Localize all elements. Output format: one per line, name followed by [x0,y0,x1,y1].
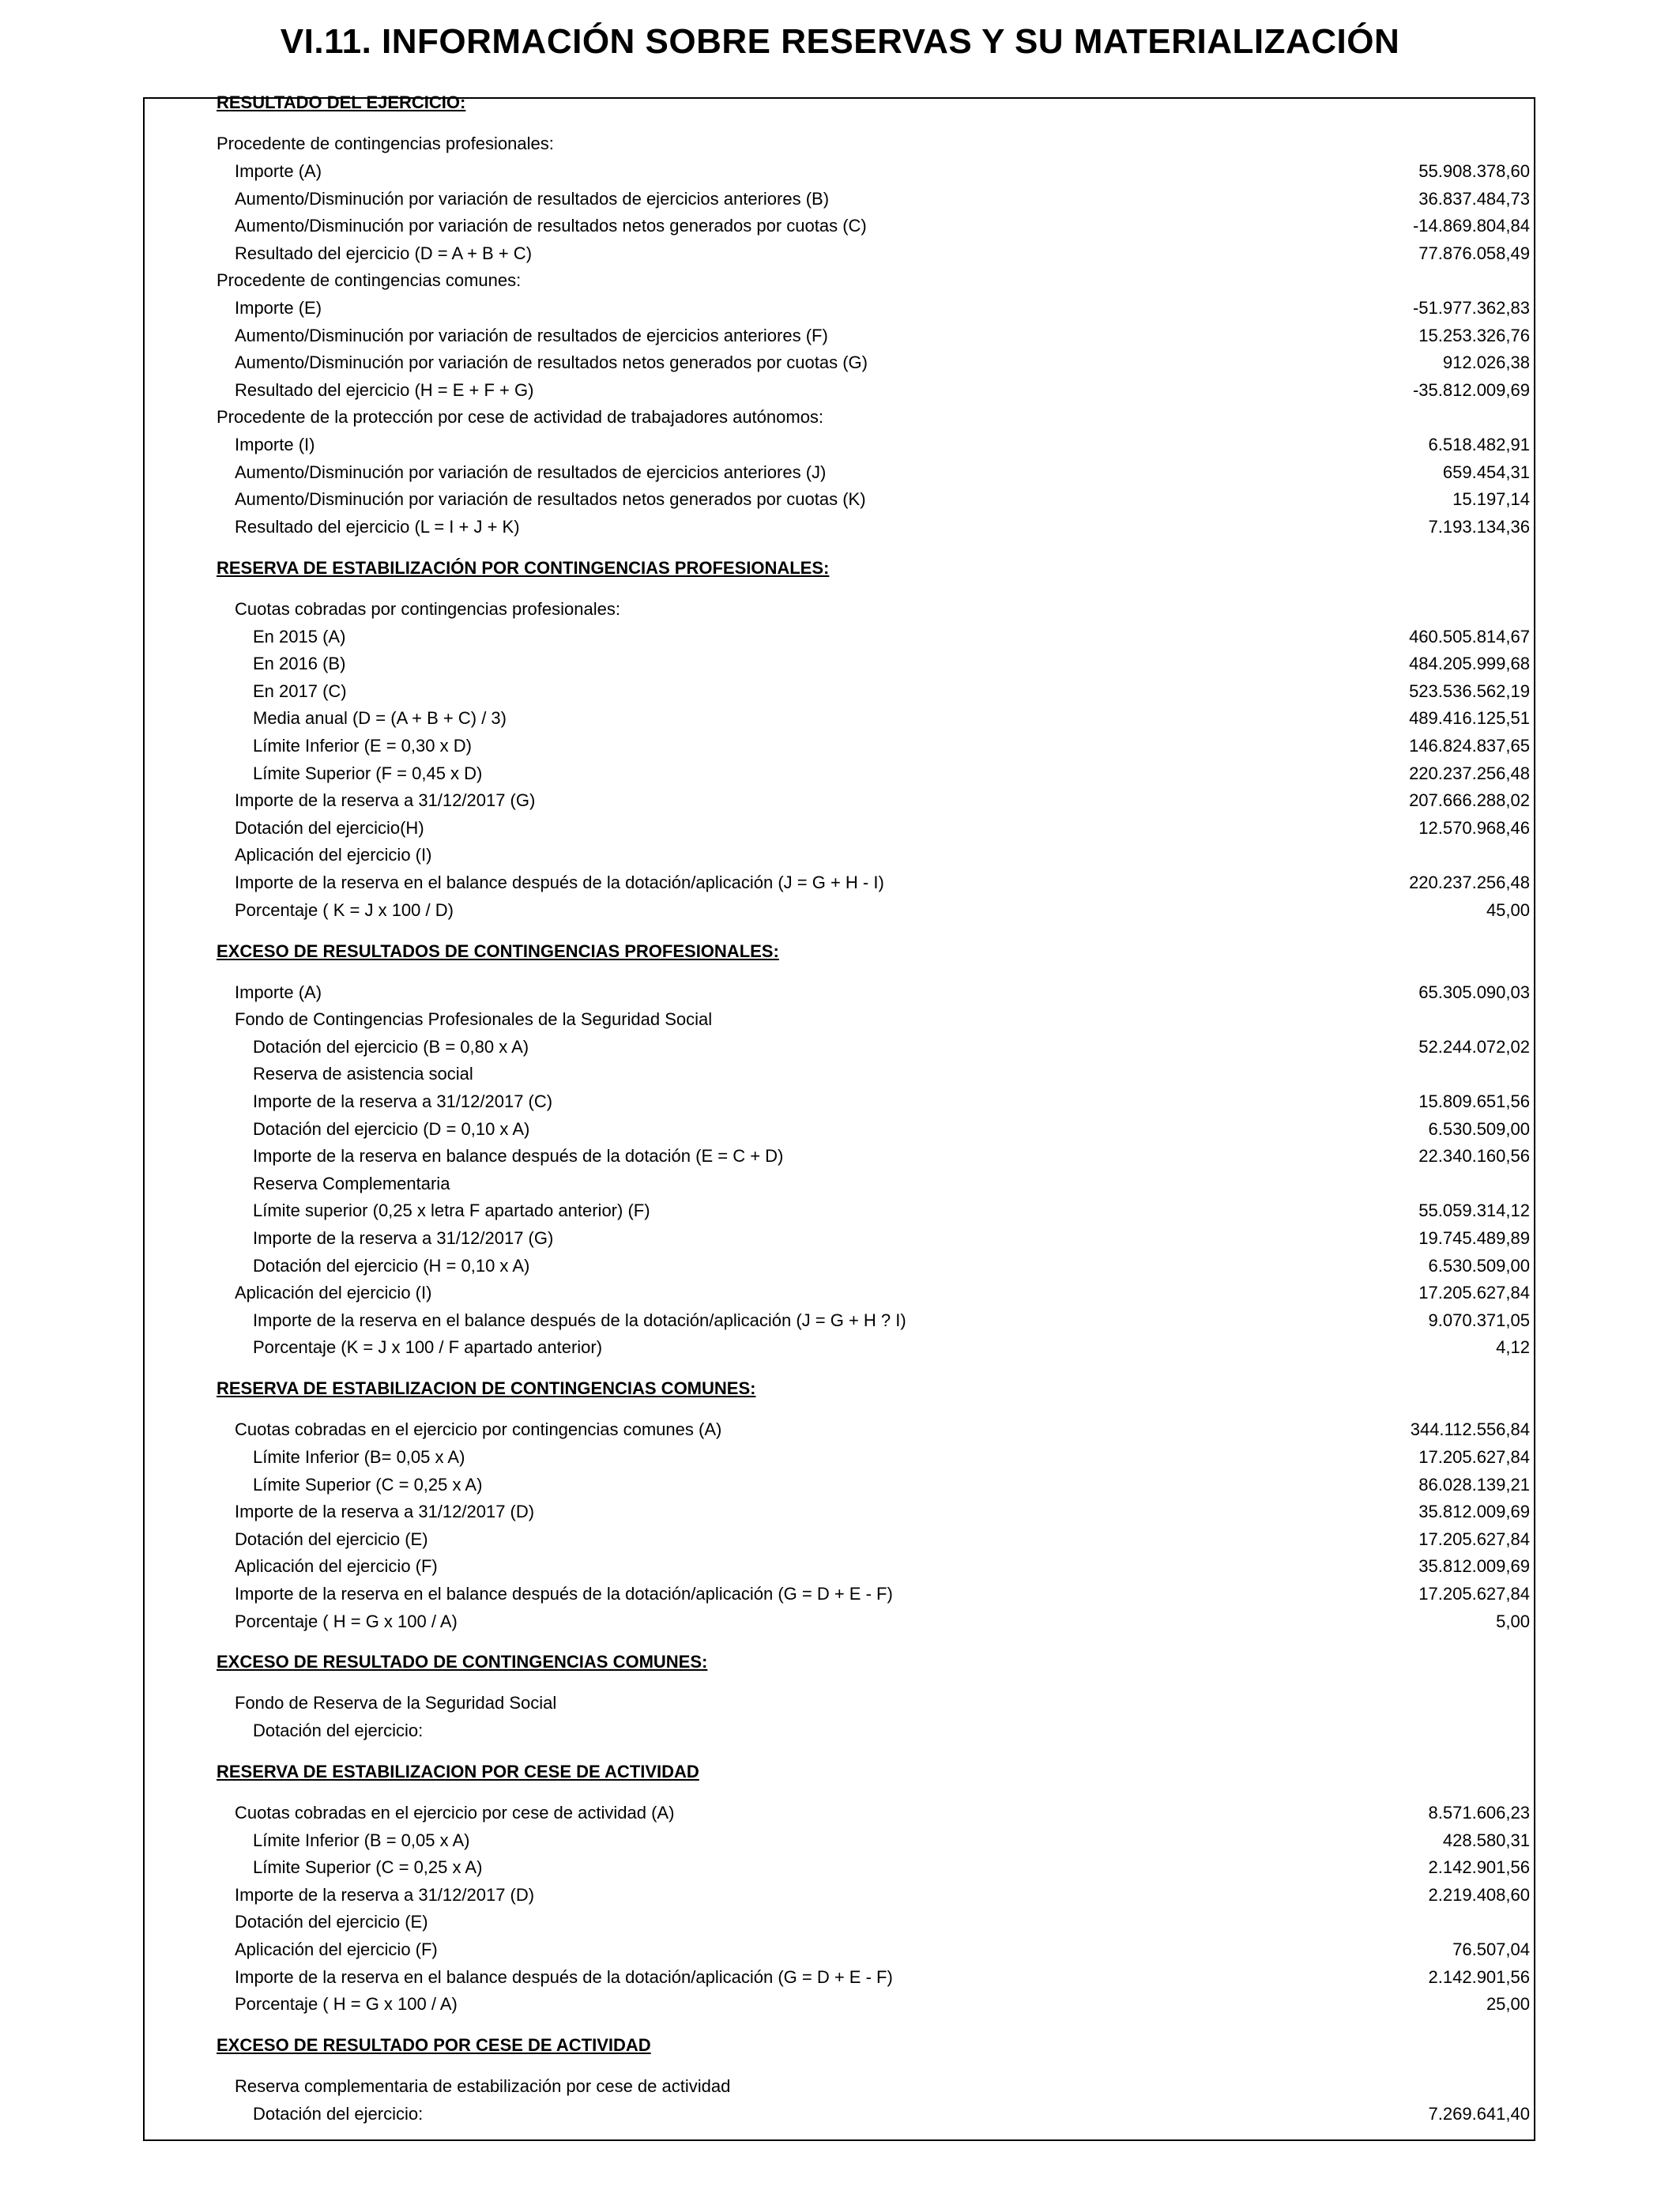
row-value: 22.340.160,56 [1418,1146,1530,1166]
row-label: Porcentaje ( H = G x 100 / A) [235,1612,458,1631]
row-label: Porcentaje (K = J x 100 / F apartado anterior) [253,1337,603,1357]
table-row [0,733,1680,760]
row-label: Reserva de asistencia social [253,1064,473,1084]
section-heading: RESERVA DE ESTABILIZACION DE CONTINGENCIAS COMUNES: [217,1378,756,1398]
row-label: Límite Superior (C = 0,25 x A) [253,1857,483,1877]
section-heading: RESULTADO DEL EJERCICIO: [217,92,466,112]
row-value: 2.219.408,60 [1428,1885,1530,1905]
row-label: Aplicación del ejercicio (F) [235,1940,438,1959]
row-label: Aumento/Disminución por variación de resultados netos generados por cuotas (C) [235,216,867,236]
section-heading-row [0,938,1680,965]
table-row [0,1280,1680,1306]
row-value: 344.112.556,84 [1410,1419,1530,1439]
table-row [0,2073,1680,2100]
row-label: Importe (E) [235,298,322,318]
table-row [0,1472,1680,1498]
section-heading: EXCESO DE RESULTADOS DE CONTINGENCIAS PROFESIONALES: [217,941,779,961]
row-value: 77.876.058,49 [1418,243,1530,263]
row-value: 207.666.288,02 [1409,790,1530,810]
row-value: 55.908.378,60 [1418,161,1530,181]
table-row [0,787,1680,814]
row-value: 7.193.134,36 [1428,517,1530,537]
row-label: Aplicación del ejercicio (I) [235,1283,432,1302]
table-row [0,596,1680,623]
row-label: En 2016 (B) [253,654,346,673]
table-row [0,1717,1680,1744]
table-row [0,1006,1680,1033]
row-label: Dotación del ejercicio: [253,1721,424,1740]
row-label: Reserva Complementaria [253,1174,450,1193]
row-value: 76.507,04 [1452,1940,1530,1959]
table-row [0,1253,1680,1280]
row-label: Resultado del ejercicio (L = I + J + K) [235,517,520,537]
row-value: 2.142.901,56 [1428,1857,1530,1877]
table-row [0,1526,1680,1553]
table-row [0,869,1680,896]
table-row [0,486,1680,513]
row-label: Aumento/Disminución por variación de resultados de ejercicios anteriores (J) [235,462,827,482]
row-value: 523.536.562,19 [1409,681,1530,701]
table-row [0,678,1680,705]
row-label: Importe de la reserva a 31/12/2017 (D) [235,1885,535,1905]
row-label: Aumento/Disminución por variación de resultados netos generados por cuotas (G) [235,352,868,372]
table-row [0,1854,1680,1881]
table-row [0,1882,1680,1909]
page-title: VI.11. INFORMACIÓN SOBRE RESERVAS Y SU MATERIALIZACIÓN [280,22,1400,61]
table-row [0,624,1680,650]
row-label: Dotación del ejercicio (D = 0,10 x A) [253,1119,530,1139]
table-row [0,705,1680,732]
row-label: Cuotas cobradas por contingencias profesionales: [235,599,620,619]
row-value: 52.244.072,02 [1418,1037,1530,1057]
row-value: -51.977.362,83 [1412,298,1530,318]
row-label: Importe de la reserva en balance después de la dotación (E = C + D) [253,1146,784,1166]
table-row [0,815,1680,842]
table-row [0,1307,1680,1334]
row-label: Importe (A) [235,982,322,1002]
table-row [0,459,1680,486]
table-row [0,650,1680,677]
table-row [0,1061,1680,1088]
table-row [0,1416,1680,1443]
table-row [0,2101,1680,2128]
row-label: Porcentaje ( K = J x 100 / D) [235,900,454,920]
row-value: 15.253.326,76 [1418,326,1530,345]
row-label: Dotación del ejercicio (E) [235,1912,428,1932]
row-label: Límite Inferior (E = 0,30 x D) [253,736,472,756]
row-value: 17.205.627,84 [1418,1447,1530,1467]
row-label: Importe de la reserva en el balance después de la dotación/aplicación (J = G + H ? I) [253,1310,906,1330]
section-heading-row [0,555,1680,582]
row-label: Aumento/Disminución por variación de resultados netos generados por cuotas (K) [235,489,866,509]
row-value: 428.580,31 [1442,1830,1530,1850]
row-value: 460.505.814,67 [1409,627,1530,647]
table-row [0,377,1680,404]
table-row [0,240,1680,267]
row-label: Aumento/Disminución por variación de resultados de ejercicios anteriores (B) [235,189,830,209]
table-row [0,1225,1680,1252]
table-row [0,1334,1680,1361]
row-value: 86.028.139,21 [1418,1475,1530,1495]
row-value: 4,12 [1496,1337,1530,1357]
table-row [0,1909,1680,1936]
row-label: Importe de la reserva en el balance después de la dotación/aplicación (G = D + E - F) [235,1584,893,1604]
table-row [0,130,1680,157]
row-value: 15.197,14 [1452,489,1530,509]
row-value: 2.142.901,56 [1428,1967,1530,1987]
table-row [0,1444,1680,1471]
row-label: Importe de la reserva en el balance después de la dotación/aplicación (J = G + H - I) [235,873,884,892]
table-row [0,404,1680,431]
section-heading: EXCESO DE RESULTADO POR CESE DE ACTIVIDAD [217,2035,651,2055]
row-value: 146.824.837,65 [1409,736,1530,756]
row-value: 35.812.009,69 [1418,1502,1530,1521]
table-row [0,979,1680,1006]
row-label: Importe (I) [235,435,315,454]
table-row [0,1197,1680,1224]
table-row [0,514,1680,541]
row-label: Procedente de contingencias profesionales: [217,134,554,153]
row-value: 484.205.999,68 [1409,654,1530,673]
row-label: Dotación del ejercicio(H) [235,818,424,838]
table-row [0,1553,1680,1580]
row-value: 912.026,38 [1442,352,1530,372]
row-label: Porcentaje ( H = G x 100 / A) [235,1994,458,2014]
row-value: 17.205.627,84 [1418,1529,1530,1549]
row-value: 6.518.482,91 [1428,435,1530,454]
section-heading: EXCESO DE RESULTADO DE CONTINGENCIAS COMUNES: [217,1652,708,1672]
row-value: 489.416.125,51 [1409,708,1530,728]
table-row [0,1034,1680,1061]
row-value: 65.305.090,03 [1418,982,1530,1002]
row-label: Aplicación del ejercicio (I) [235,845,432,865]
row-label: Resultado del ejercicio (D = A + B + C) [235,243,533,263]
row-label: Fondo de Contingencias Profesionales de la Seguridad Social [235,1009,713,1029]
row-label: Dotación del ejercicio (E) [235,1529,428,1549]
row-value: 55.059.314,12 [1418,1201,1530,1220]
table-row [0,760,1680,787]
table-row [0,842,1680,869]
table-row [0,1827,1680,1854]
row-label: Importe de la reserva a 31/12/2017 (G) [235,790,536,810]
row-label: Límite Superior (C = 0,25 x A) [253,1475,483,1495]
row-label: Importe (A) [235,161,322,181]
row-label: Reserva complementaria de estabilización por cese de actividad [235,2076,731,2096]
table-row [0,897,1680,924]
row-value: -35.812.009,69 [1412,380,1530,400]
row-label: Aplicación del ejercicio (F) [235,1556,438,1576]
row-label: Límite Superior (F = 0,45 x D) [253,763,483,783]
row-value: 8.571.606,23 [1428,1803,1530,1823]
table-row [0,1690,1680,1717]
row-label: Fondo de Reserva de la Seguridad Social [235,1693,557,1713]
row-label: Importe de la reserva a 31/12/2017 (C) [253,1091,553,1111]
row-label: Importe de la reserva a 31/12/2017 (G) [253,1228,554,1248]
row-value: 6.530.509,00 [1428,1256,1530,1276]
row-value: 5,00 [1496,1612,1530,1631]
row-label: Dotación del ejercicio (H = 0,10 x A) [253,1256,530,1276]
row-value: 6.530.509,00 [1428,1119,1530,1139]
row-label: Resultado del ejercicio (H = E + F + G) [235,380,534,400]
row-value: 9.070.371,05 [1428,1310,1530,1330]
section-heading: RESERVA DE ESTABILIZACIÓN POR CONTINGENCIAS PROFESIONALES: [217,558,830,578]
row-value: 19.745.489,89 [1418,1228,1530,1248]
row-value: 15.809.651,56 [1418,1091,1530,1111]
row-label: Importe de la reserva a 31/12/2017 (D) [235,1502,535,1521]
row-value: 12.570.968,46 [1418,818,1530,838]
section-heading-row [0,1759,1680,1785]
row-label: Dotación del ejercicio (B = 0,80 x A) [253,1037,529,1057]
table-row [0,1936,1680,1963]
row-label: Cuotas cobradas en el ejercicio por cese de actividad (A) [235,1803,675,1823]
row-label: Dotación del ejercicio: [253,2104,424,2124]
row-value: 25,00 [1486,1994,1530,2014]
row-value: 45,00 [1486,900,1530,920]
row-label: En 2015 (A) [253,627,346,647]
row-label: En 2017 (C) [253,681,347,701]
row-value: 7.269.641,40 [1428,2104,1530,2124]
section-heading-row [0,1375,1680,1402]
table-row [0,349,1680,376]
table-row [0,1964,1680,1991]
row-value: 17.205.627,84 [1418,1584,1530,1604]
row-label: Límite Inferior (B = 0,05 x A) [253,1830,470,1850]
row-label: Aumento/Disminución por variación de resultados de ejercicios anteriores (F) [235,326,828,345]
table-row [0,1581,1680,1608]
row-label: Media anual (D = (A + B + C) / 3) [253,708,507,728]
section-heading-row [0,2032,1680,2059]
row-label: Límite superior (0,25 x letra F apartado anterior) (F) [253,1201,650,1220]
table-row [0,158,1680,185]
table-row [0,1991,1680,2018]
row-label: Cuotas cobradas en el ejercicio por contingencias comunes (A) [235,1419,722,1439]
section-heading-row [0,1649,1680,1676]
row-value: 17.205.627,84 [1418,1283,1530,1302]
table-row [0,295,1680,322]
table-row [0,1171,1680,1197]
section-heading: RESERVA DE ESTABILIZACION POR CESE DE ACTIVIDAD [217,1762,699,1781]
table-row [0,267,1680,294]
row-label: Procedente de contingencias comunes: [217,270,522,290]
table-row [0,322,1680,349]
row-label: Importe de la reserva en el balance después de la dotación/aplicación (G = D + E - F) [235,1967,893,1987]
table-row [0,186,1680,213]
table-row [0,1088,1680,1115]
table-row [0,1608,1680,1635]
row-label: Límite Inferior (B= 0,05 x A) [253,1447,465,1467]
table-row [0,1143,1680,1170]
section-heading-row [0,89,1680,116]
table-row [0,1116,1680,1143]
row-value: 36.837.484,73 [1418,189,1530,209]
row-value: -14.869.804,84 [1412,216,1530,236]
row-value: 220.237.256,48 [1409,763,1530,783]
row-value: 659.454,31 [1442,462,1530,482]
row-label: Procedente de la protección por cese de actividad de trabajadores autónomos: [217,407,824,427]
table-row [0,213,1680,239]
table-row [0,1800,1680,1826]
table-row [0,1498,1680,1525]
row-value: 220.237.256,48 [1409,873,1530,892]
row-value: 35.812.009,69 [1418,1556,1530,1576]
table-row [0,432,1680,458]
